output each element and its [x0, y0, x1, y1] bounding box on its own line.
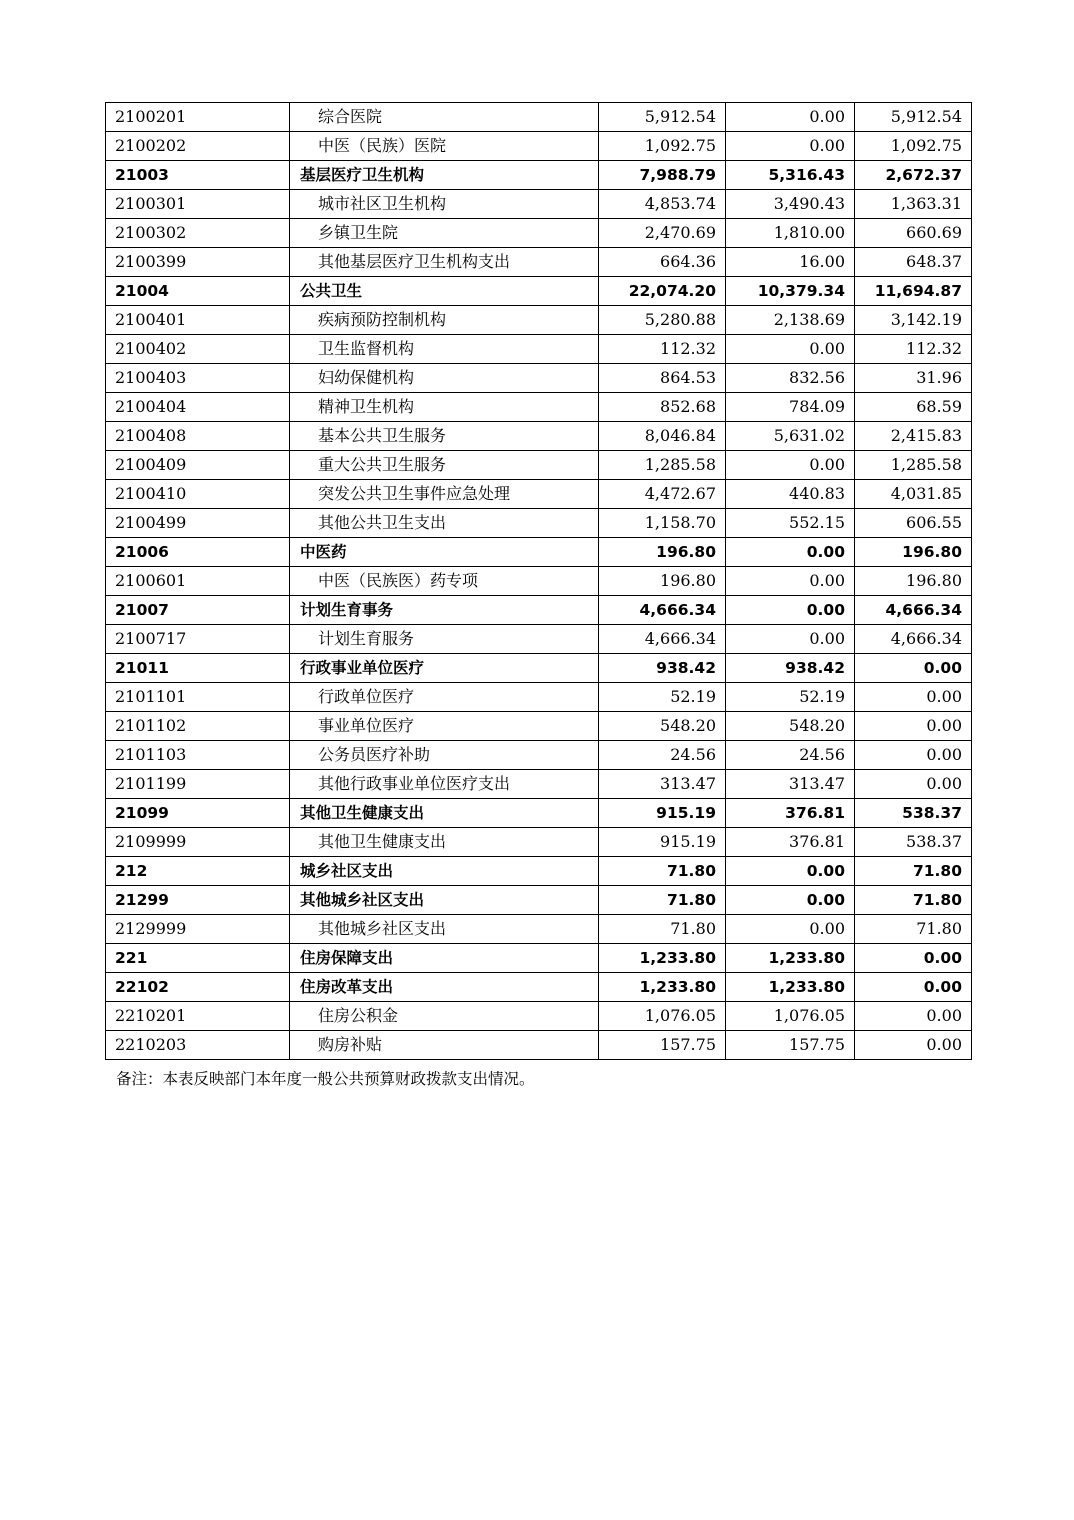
- row-total: 1,076.05: [599, 1002, 726, 1031]
- row-project: 5,912.54: [855, 103, 972, 132]
- row-name: 其他行政事业单位医疗支出: [290, 770, 599, 799]
- row-code: 2100499: [106, 509, 290, 538]
- row-name: 其他卫生健康支出: [290, 799, 599, 828]
- row-code: 2100409: [106, 451, 290, 480]
- row-total: 4,853.74: [599, 190, 726, 219]
- row-project: 112.32: [855, 335, 972, 364]
- table-row: [106, 567, 972, 596]
- row-project: 1,363.31: [855, 190, 972, 219]
- row-basic: 0.00: [726, 886, 855, 915]
- row-code: 2100401: [106, 306, 290, 335]
- row-project: 0.00: [855, 973, 972, 1002]
- row-name: 其他城乡社区支出: [290, 886, 599, 915]
- row-project: 196.80: [855, 538, 972, 567]
- row-basic: 552.15: [726, 509, 855, 538]
- row-project: 4,666.34: [855, 596, 972, 625]
- row-project: 0.00: [855, 1002, 972, 1031]
- row-total: 915.19: [599, 828, 726, 857]
- row-basic: 376.81: [726, 799, 855, 828]
- row-name: 其他基层医疗卫生机构支出: [290, 248, 599, 277]
- row-basic: 0.00: [726, 538, 855, 567]
- row-total: 22,074.20: [599, 277, 726, 306]
- row-total: 71.80: [599, 857, 726, 886]
- row-basic: 376.81: [726, 828, 855, 857]
- row-basic: 0.00: [726, 915, 855, 944]
- row-name: 城市社区卫生机构: [290, 190, 599, 219]
- row-total: 52.19: [599, 683, 726, 712]
- row-code: 21299: [106, 886, 290, 915]
- row-name: 卫生监督机构: [290, 335, 599, 364]
- row-basic: 0.00: [726, 103, 855, 132]
- row-name: 其他城乡社区支出: [290, 915, 599, 944]
- row-name: 城乡社区支出: [290, 857, 599, 886]
- row-name: 精神卫生机构: [290, 393, 599, 422]
- table-body: [106, 103, 972, 1060]
- row-basic: 784.09: [726, 393, 855, 422]
- table-row: [106, 480, 972, 509]
- row-project: 660.69: [855, 219, 972, 248]
- row-total: 196.80: [599, 538, 726, 567]
- row-code: 2101101: [106, 683, 290, 712]
- row-code: 2100399: [106, 248, 290, 277]
- row-name: 基本公共卫生服务: [290, 422, 599, 451]
- row-basic: 10,379.34: [726, 277, 855, 306]
- table-row: [106, 161, 972, 190]
- row-code: 21007: [106, 596, 290, 625]
- table-row: [106, 364, 972, 393]
- row-name: 事业单位医疗: [290, 712, 599, 741]
- row-total: 1,158.70: [599, 509, 726, 538]
- row-basic: 0.00: [726, 451, 855, 480]
- row-name: 突发公共卫生事件应急处理: [290, 480, 599, 509]
- row-basic: 938.42: [726, 654, 855, 683]
- table-footnote: 备注：本表反映部门本年度一般公共预算财政拨款支出情况。: [116, 1070, 535, 1088]
- row-project: 0.00: [855, 654, 972, 683]
- row-name: 基层医疗卫生机构: [290, 161, 599, 190]
- row-name: 妇幼保健机构: [290, 364, 599, 393]
- row-code: 2100301: [106, 190, 290, 219]
- row-project: 648.37: [855, 248, 972, 277]
- row-total: 5,912.54: [599, 103, 726, 132]
- table-row: [106, 886, 972, 915]
- row-basic: 5,631.02: [726, 422, 855, 451]
- row-code: 2129999: [106, 915, 290, 944]
- row-project: 196.80: [855, 567, 972, 596]
- row-basic: 548.20: [726, 712, 855, 741]
- row-total: 864.53: [599, 364, 726, 393]
- row-project: 0.00: [855, 741, 972, 770]
- row-project: 2,415.83: [855, 422, 972, 451]
- row-code: 21099: [106, 799, 290, 828]
- row-basic: 24.56: [726, 741, 855, 770]
- row-project: 0.00: [855, 683, 972, 712]
- row-basic: 1,076.05: [726, 1002, 855, 1031]
- row-name: 其他卫生健康支出: [290, 828, 599, 857]
- row-project: 31.96: [855, 364, 972, 393]
- table-row: [106, 538, 972, 567]
- row-code: 21006: [106, 538, 290, 567]
- row-name: 计划生育服务: [290, 625, 599, 654]
- row-name: 综合医院: [290, 103, 599, 132]
- table-row: [106, 422, 972, 451]
- row-total: 915.19: [599, 799, 726, 828]
- row-basic: 0.00: [726, 567, 855, 596]
- row-total: 112.32: [599, 335, 726, 364]
- row-basic: 157.75: [726, 1031, 855, 1060]
- row-total: 7,988.79: [599, 161, 726, 190]
- row-project: 0.00: [855, 1031, 972, 1060]
- row-total: 2,470.69: [599, 219, 726, 248]
- row-code: 21011: [106, 654, 290, 683]
- table-row: [106, 103, 972, 132]
- table-row: [106, 1031, 972, 1060]
- table-row: [106, 654, 972, 683]
- row-project: 11,694.87: [855, 277, 972, 306]
- row-code: 2101102: [106, 712, 290, 741]
- row-name: 住房保障支出: [290, 944, 599, 973]
- row-code: 22102: [106, 973, 290, 1002]
- table-row: [106, 915, 972, 944]
- table-row: [106, 248, 972, 277]
- row-total: 1,233.80: [599, 944, 726, 973]
- row-basic: 52.19: [726, 683, 855, 712]
- table-row: [106, 190, 972, 219]
- row-total: 4,666.34: [599, 625, 726, 654]
- row-code: 2100403: [106, 364, 290, 393]
- row-code: 2100302: [106, 219, 290, 248]
- row-code: 2100408: [106, 422, 290, 451]
- row-project: 71.80: [855, 857, 972, 886]
- row-name: 乡镇卫生院: [290, 219, 599, 248]
- row-code: 21003: [106, 161, 290, 190]
- row-total: 8,046.84: [599, 422, 726, 451]
- row-total: 1,233.80: [599, 973, 726, 1002]
- row-name: 行政单位医疗: [290, 683, 599, 712]
- row-name: 公务员医疗补助: [290, 741, 599, 770]
- row-code: 2109999: [106, 828, 290, 857]
- row-basic: 0.00: [726, 857, 855, 886]
- row-code: 2101199: [106, 770, 290, 799]
- row-project: 0.00: [855, 770, 972, 799]
- row-basic: 16.00: [726, 248, 855, 277]
- budget-table-container: [105, 102, 971, 1060]
- table-row: [106, 277, 972, 306]
- row-code: 221: [106, 944, 290, 973]
- row-project: 0.00: [855, 712, 972, 741]
- row-name: 住房公积金: [290, 1002, 599, 1031]
- row-code: 2100601: [106, 567, 290, 596]
- row-name: 购房补贴: [290, 1031, 599, 1060]
- row-code: 2100202: [106, 132, 290, 161]
- table-row: [106, 741, 972, 770]
- table-row: [106, 451, 972, 480]
- table-row: [106, 712, 972, 741]
- row-total: 157.75: [599, 1031, 726, 1060]
- row-total: 664.36: [599, 248, 726, 277]
- row-name: 住房改革支出: [290, 973, 599, 1002]
- row-total: 71.80: [599, 915, 726, 944]
- row-name: 其他公共卫生支出: [290, 509, 599, 538]
- table-row: [106, 770, 972, 799]
- row-basic: 0.00: [726, 335, 855, 364]
- row-code: 2210201: [106, 1002, 290, 1031]
- row-name: 重大公共卫生服务: [290, 451, 599, 480]
- row-basic: 3,490.43: [726, 190, 855, 219]
- row-project: 0.00: [855, 944, 972, 973]
- row-code: 2100410: [106, 480, 290, 509]
- table-row: [106, 132, 972, 161]
- row-code: 2100717: [106, 625, 290, 654]
- row-project: 4,666.34: [855, 625, 972, 654]
- row-basic: 2,138.69: [726, 306, 855, 335]
- row-name: 公共卫生: [290, 277, 599, 306]
- row-name: 行政事业单位医疗: [290, 654, 599, 683]
- row-project: 2,672.37: [855, 161, 972, 190]
- row-total: 4,472.67: [599, 480, 726, 509]
- row-total: 852.68: [599, 393, 726, 422]
- row-code: 2100402: [106, 335, 290, 364]
- row-basic: 0.00: [726, 625, 855, 654]
- row-code: 21004: [106, 277, 290, 306]
- table-row: [106, 509, 972, 538]
- row-basic: 5,316.43: [726, 161, 855, 190]
- table-row: [106, 828, 972, 857]
- row-project: 538.37: [855, 799, 972, 828]
- row-code: 2210203: [106, 1031, 290, 1060]
- table-row: [106, 219, 972, 248]
- row-total: 71.80: [599, 886, 726, 915]
- row-code: 2100404: [106, 393, 290, 422]
- table-row: [106, 306, 972, 335]
- row-total: 196.80: [599, 567, 726, 596]
- row-name: 中医（民族医）药专项: [290, 567, 599, 596]
- row-code: 2101103: [106, 741, 290, 770]
- row-total: 5,280.88: [599, 306, 726, 335]
- row-name: 计划生育事务: [290, 596, 599, 625]
- row-total: 1,285.58: [599, 451, 726, 480]
- row-total: 313.47: [599, 770, 726, 799]
- row-project: 1,285.58: [855, 451, 972, 480]
- budget-expenditure-table: [105, 102, 972, 1060]
- row-total: 24.56: [599, 741, 726, 770]
- row-total: 1,092.75: [599, 132, 726, 161]
- row-project: 71.80: [855, 886, 972, 915]
- row-project: 538.37: [855, 828, 972, 857]
- row-project: 3,142.19: [855, 306, 972, 335]
- table-row: [106, 857, 972, 886]
- row-project: 606.55: [855, 509, 972, 538]
- row-project: 1,092.75: [855, 132, 972, 161]
- table-row: [106, 683, 972, 712]
- row-project: 4,031.85: [855, 480, 972, 509]
- table-row: [106, 625, 972, 654]
- table-row: [106, 944, 972, 973]
- row-code: 2100201: [106, 103, 290, 132]
- row-total: 4,666.34: [599, 596, 726, 625]
- table-row: [106, 1002, 972, 1031]
- table-row: [106, 973, 972, 1002]
- row-code: 212: [106, 857, 290, 886]
- table-row: [106, 799, 972, 828]
- row-project: 71.80: [855, 915, 972, 944]
- table-row: [106, 335, 972, 364]
- row-name: 中医（民族）医院: [290, 132, 599, 161]
- row-basic: 832.56: [726, 364, 855, 393]
- table-row: [106, 393, 972, 422]
- row-basic: 1,233.80: [726, 944, 855, 973]
- row-basic: 0.00: [726, 132, 855, 161]
- row-basic: 313.47: [726, 770, 855, 799]
- row-name: 疾病预防控制机构: [290, 306, 599, 335]
- row-basic: 1,810.00: [726, 219, 855, 248]
- row-total: 938.42: [599, 654, 726, 683]
- table-row: [106, 596, 972, 625]
- row-name: 中医药: [290, 538, 599, 567]
- row-total: 548.20: [599, 712, 726, 741]
- row-project: 68.59: [855, 393, 972, 422]
- row-basic: 1,233.80: [726, 973, 855, 1002]
- row-basic: 440.83: [726, 480, 855, 509]
- row-basic: 0.00: [726, 596, 855, 625]
